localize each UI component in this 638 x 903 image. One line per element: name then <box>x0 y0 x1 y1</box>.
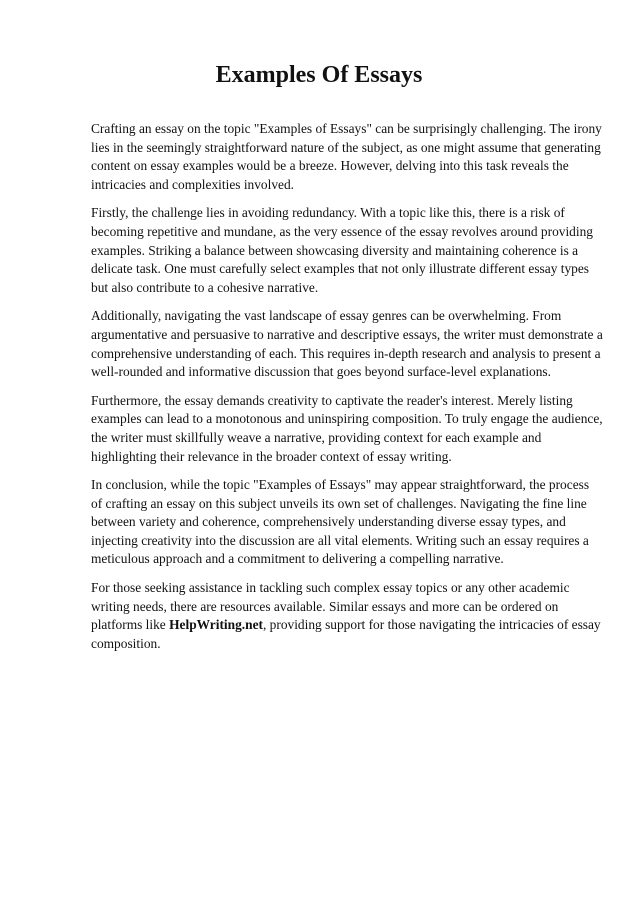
helpwriting-link[interactable]: HelpWriting.net <box>169 617 263 633</box>
assistance-text-after-link: , providing support for those navigating the intricacies of essay composition. <box>91 617 601 651</box>
paragraph-assistance <box>91 579 603 653</box>
paragraph-genres: Additionally, navigating the vast landscape of essay genres can be overwhelming. From argumentative and persuasive to narrative and descriptive essays, the writer must demonstrate a comprehensive understanding of each. This requires in-depth research and analysis to present a well-rounded and informative discussion that goes beyond surface-level explanations. <box>91 308 603 380</box>
assistance-text-before-link: For those seeking assistance in tackling such complex essay topics or any other academic writing needs, there are resources available. Similar essays and more can be ordered on platforms like <box>91 580 570 633</box>
paragraph-conclusion: In conclusion, while the topic "Examples of Essays" may appear straightforward, the process of crafting an essay on this subject unveils its own set of challenges. Navigating the fine line between variety and coherence, comprehensively understanding diverse essay types, and injecting creativity into the discussion are all vital elements. Writing such an essay requires a meticulous approach and a commitment to delivering a compelling narrative. <box>91 477 590 567</box>
paragraph-redundancy: Firstly, the challenge lies in avoiding redundancy. With a topic like this, there is a risk of becoming repetitive and mundane, as the very essence of the essay revolves around providing examples. Striking a balance between showcasing diversity and maintaining coherence is a delicate task. One must carefully select examples that not only illustrate different essay types but also contribute to a cohesive narrative. <box>91 205 593 295</box>
page-title: Examples Of Essays <box>215 62 423 88</box>
paragraph-intro: Crafting an essay on the topic "Examples of Essays" can be surprisingly challenging. The irony lies in the seemingly straightforward nature of the subject, as one might assume that generating content on essay examples would be a breeze. However, delving into this task reveals the intricacies and complexities involved. <box>91 121 602 192</box>
document-body <box>91 120 603 663</box>
paragraph-creativity: Furthermore, the essay demands creativity to captivate the reader's interest. Merely listing examples can lead to a monotonous and uninspiring composition. To truly engage the audience, the writer must skillfully weave a narrative, providing context for each example and highlighting their relevance in the broader context of essay writing. <box>91 392 603 464</box>
